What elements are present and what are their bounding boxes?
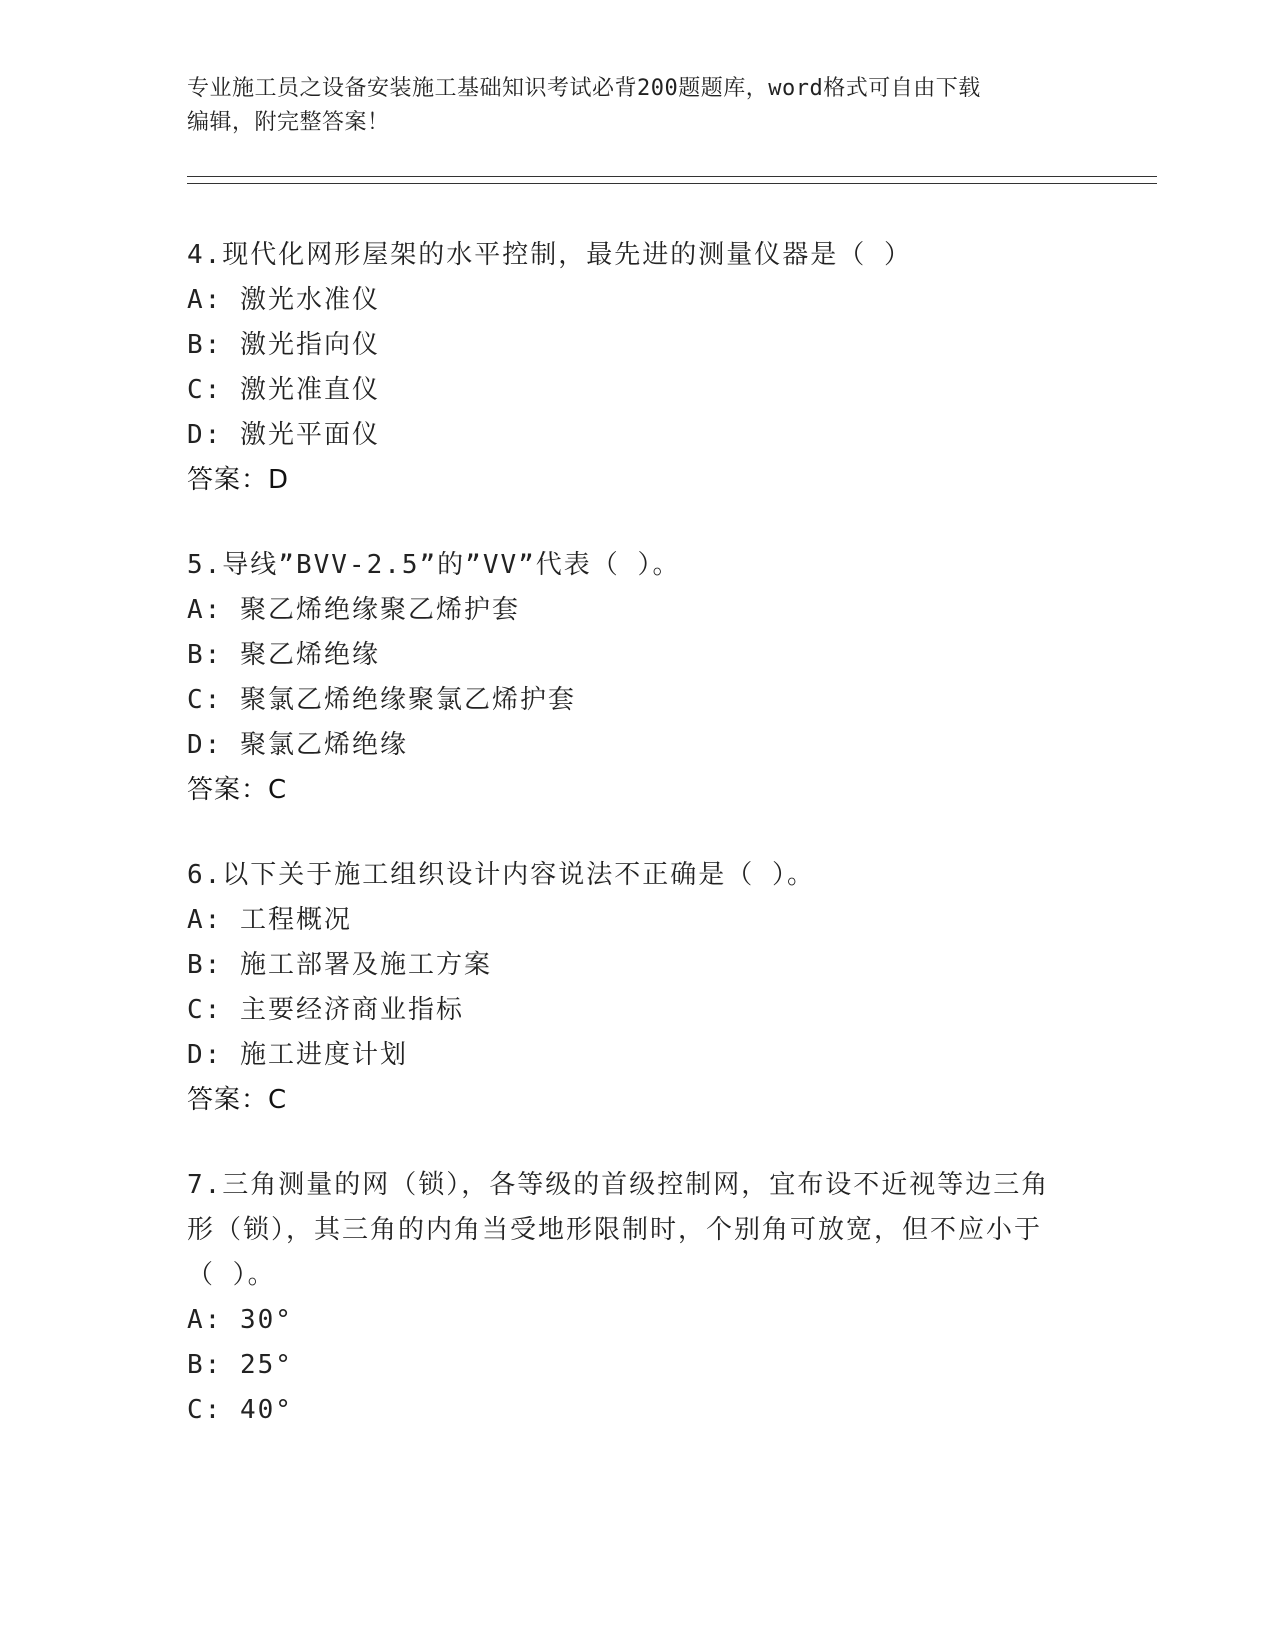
option-b: B: 施工部署及施工方案 [187, 950, 492, 980]
question-stem: 7.三角测量的网（锁），各等级的首级控制网，宜布设不近视等边三角形（锁），其三角的内角当受地形限制时，个别角可放宽，但不应小于（ ）。 [187, 1170, 1050, 1290]
answer-line: 答案：D [187, 465, 290, 495]
answer-line: 答案：C [187, 775, 288, 805]
question-stem: 5.导线”BVV-2.5”的”VV”代表（ ）。 [187, 550, 681, 580]
question-5 [187, 543, 1067, 813]
question-7 [187, 1163, 1067, 1433]
option-d: D: 激光平面仪 [187, 420, 380, 450]
option-a: A: 30° [187, 1305, 293, 1335]
option-a: A: 激光水准仪 [187, 285, 380, 315]
header-line-1: 专业施工员之设备安装施工基础知识考试必背200题题库，word格式可自由下载 [187, 76, 981, 101]
option-d: D: 聚氯乙烯绝缘 [187, 730, 408, 760]
option-c: C: 40° [187, 1395, 293, 1425]
option-a: A: 聚乙烯绝缘聚乙烯护套 [187, 595, 520, 625]
document-header [187, 72, 1087, 140]
option-c: C: 主要经济商业指标 [187, 995, 464, 1025]
option-d: D: 施工进度计划 [187, 1040, 408, 1070]
option-b: B: 25° [187, 1350, 293, 1380]
question-list [187, 233, 1067, 1473]
option-c: C: 聚氯乙烯绝缘聚氯乙烯护套 [187, 685, 576, 715]
header-line-2: 编辑，附完整答案！ [187, 110, 390, 135]
option-b: B: 激光指向仪 [187, 330, 380, 360]
question-stem: 4.现代化网形屋架的水平控制，最先进的测量仪器是（ ） [187, 240, 912, 270]
question-stem: 6.以下关于施工组织设计内容说法不正确是（ ）。 [187, 860, 815, 890]
option-b: B: 聚乙烯绝缘 [187, 640, 380, 670]
question-4 [187, 233, 1067, 503]
header-divider [187, 176, 1157, 184]
answer-line: 答案：C [187, 1085, 288, 1115]
question-6 [187, 853, 1067, 1123]
document-page [187, 0, 1157, 1650]
option-a: A: 工程概况 [187, 905, 352, 935]
option-c: C: 激光准直仪 [187, 375, 380, 405]
